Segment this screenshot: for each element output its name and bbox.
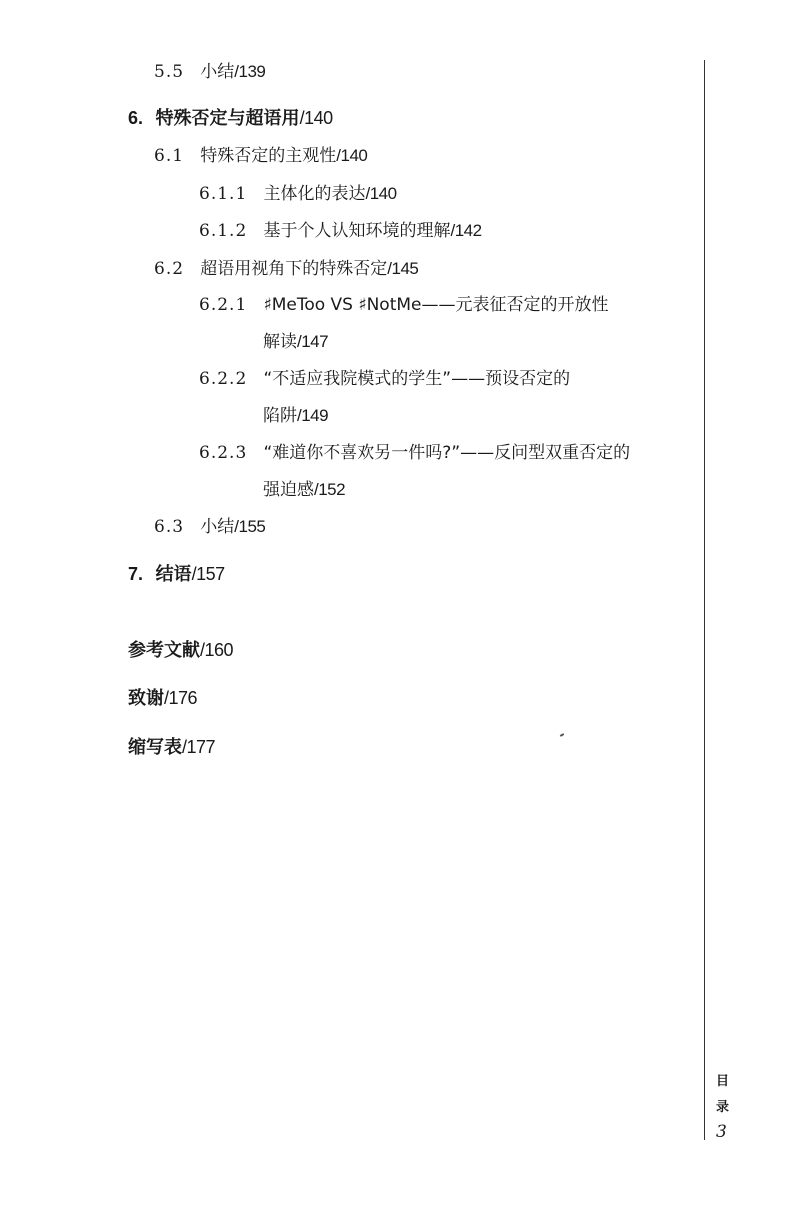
subsection-title-continued: 强迫感 <box>263 480 314 500</box>
toc-entry-6-2-2[interactable] <box>199 367 570 391</box>
page-reference: /152 <box>314 480 346 499</box>
section-title: 超语用视角下的特殊否定 <box>200 259 388 279</box>
section-number: 6.3 <box>154 517 185 537</box>
margin-rule <box>704 60 705 1140</box>
toc-entry-6-1-1[interactable] <box>199 182 397 206</box>
section-title: 小结 <box>200 62 235 82</box>
toc-chapter-7[interactable] <box>128 562 225 587</box>
toc-entry-6-1[interactable] <box>154 144 367 168</box>
subsection-number: 6.1.2 <box>199 221 248 241</box>
page-reference: /160 <box>200 640 234 660</box>
subsection-title: ♯MeToo VS ♯NotMe——元表征否定的开放性 <box>263 295 609 315</box>
section-number: 5.5 <box>154 62 185 82</box>
references-title: 参考文献 <box>128 640 200 661</box>
running-header-top: 目 <box>716 1074 730 1089</box>
acknowledgements-title: 致谢 <box>128 688 164 709</box>
running-header-bottom: 录 <box>716 1100 730 1115</box>
toc-entry-6-2-1-continued[interactable] <box>263 330 328 354</box>
page-reference: /177 <box>182 737 216 757</box>
page-reference: /149 <box>297 406 329 425</box>
page-reference: /157 <box>191 564 225 584</box>
toc-entry-6-1-2[interactable] <box>199 219 482 243</box>
page-reference: /140 <box>299 108 333 128</box>
page-reference: /142 <box>450 221 482 240</box>
subsection-number: 6.1.1 <box>199 184 248 204</box>
abbreviations-title: 缩写表 <box>128 737 182 758</box>
section-number: 6.1 <box>154 146 185 166</box>
subsection-number: 6.2.2 <box>199 369 248 389</box>
page-reference: /145 <box>387 259 419 278</box>
subsection-title: “难道你不喜欢另一件吗?”——反问型双重否定的 <box>263 443 631 463</box>
section-number: 6.2 <box>154 259 185 279</box>
page-reference: /155 <box>234 517 266 536</box>
subsection-title-continued: 解读 <box>263 332 297 352</box>
subsection-number: 6.2.3 <box>199 443 248 463</box>
toc-abbreviations[interactable] <box>128 735 215 760</box>
toc-references[interactable] <box>128 638 233 663</box>
section-title: 特殊否定的主观性 <box>200 146 337 166</box>
toc-entry-6-2-1[interactable] <box>199 293 609 317</box>
toc-entry-6-2-3[interactable] <box>199 441 630 465</box>
toc-chapter-6[interactable] <box>128 106 333 131</box>
chapter-number: 6. <box>128 108 144 128</box>
subsection-title: 主体化的表达 <box>263 184 366 204</box>
page-reference: /147 <box>297 332 329 351</box>
subsection-title: 基于个人认知环境的理解 <box>263 221 451 241</box>
chapter-title: 结语 <box>155 564 192 585</box>
subsection-number: 6.2.1 <box>199 295 248 315</box>
chapter-title: 特殊否定与超语用 <box>155 108 300 129</box>
toc-entry-6-3[interactable] <box>154 515 265 539</box>
page-reference: /140 <box>365 184 397 203</box>
toc-entry-6-2-3-continued[interactable] <box>263 478 345 502</box>
scan-speck <box>560 733 564 737</box>
subsection-title-continued: 陷阱 <box>263 406 297 426</box>
toc-entry-6-2[interactable] <box>154 257 418 281</box>
page-reference: /139 <box>234 62 266 81</box>
page-reference: /176 <box>164 688 198 708</box>
chapter-number: 7. <box>128 564 144 584</box>
section-title: 小结 <box>200 517 235 537</box>
toc-acknowledgements[interactable] <box>128 686 197 711</box>
toc-entry-5-5[interactable] <box>154 60 265 84</box>
subsection-title: “不适应我院模式的学生”——预设否定的 <box>263 369 571 389</box>
toc-entry-6-2-2-continued[interactable] <box>263 404 328 428</box>
page-number: 3 <box>716 1122 727 1142</box>
page-reference: /140 <box>336 146 368 165</box>
